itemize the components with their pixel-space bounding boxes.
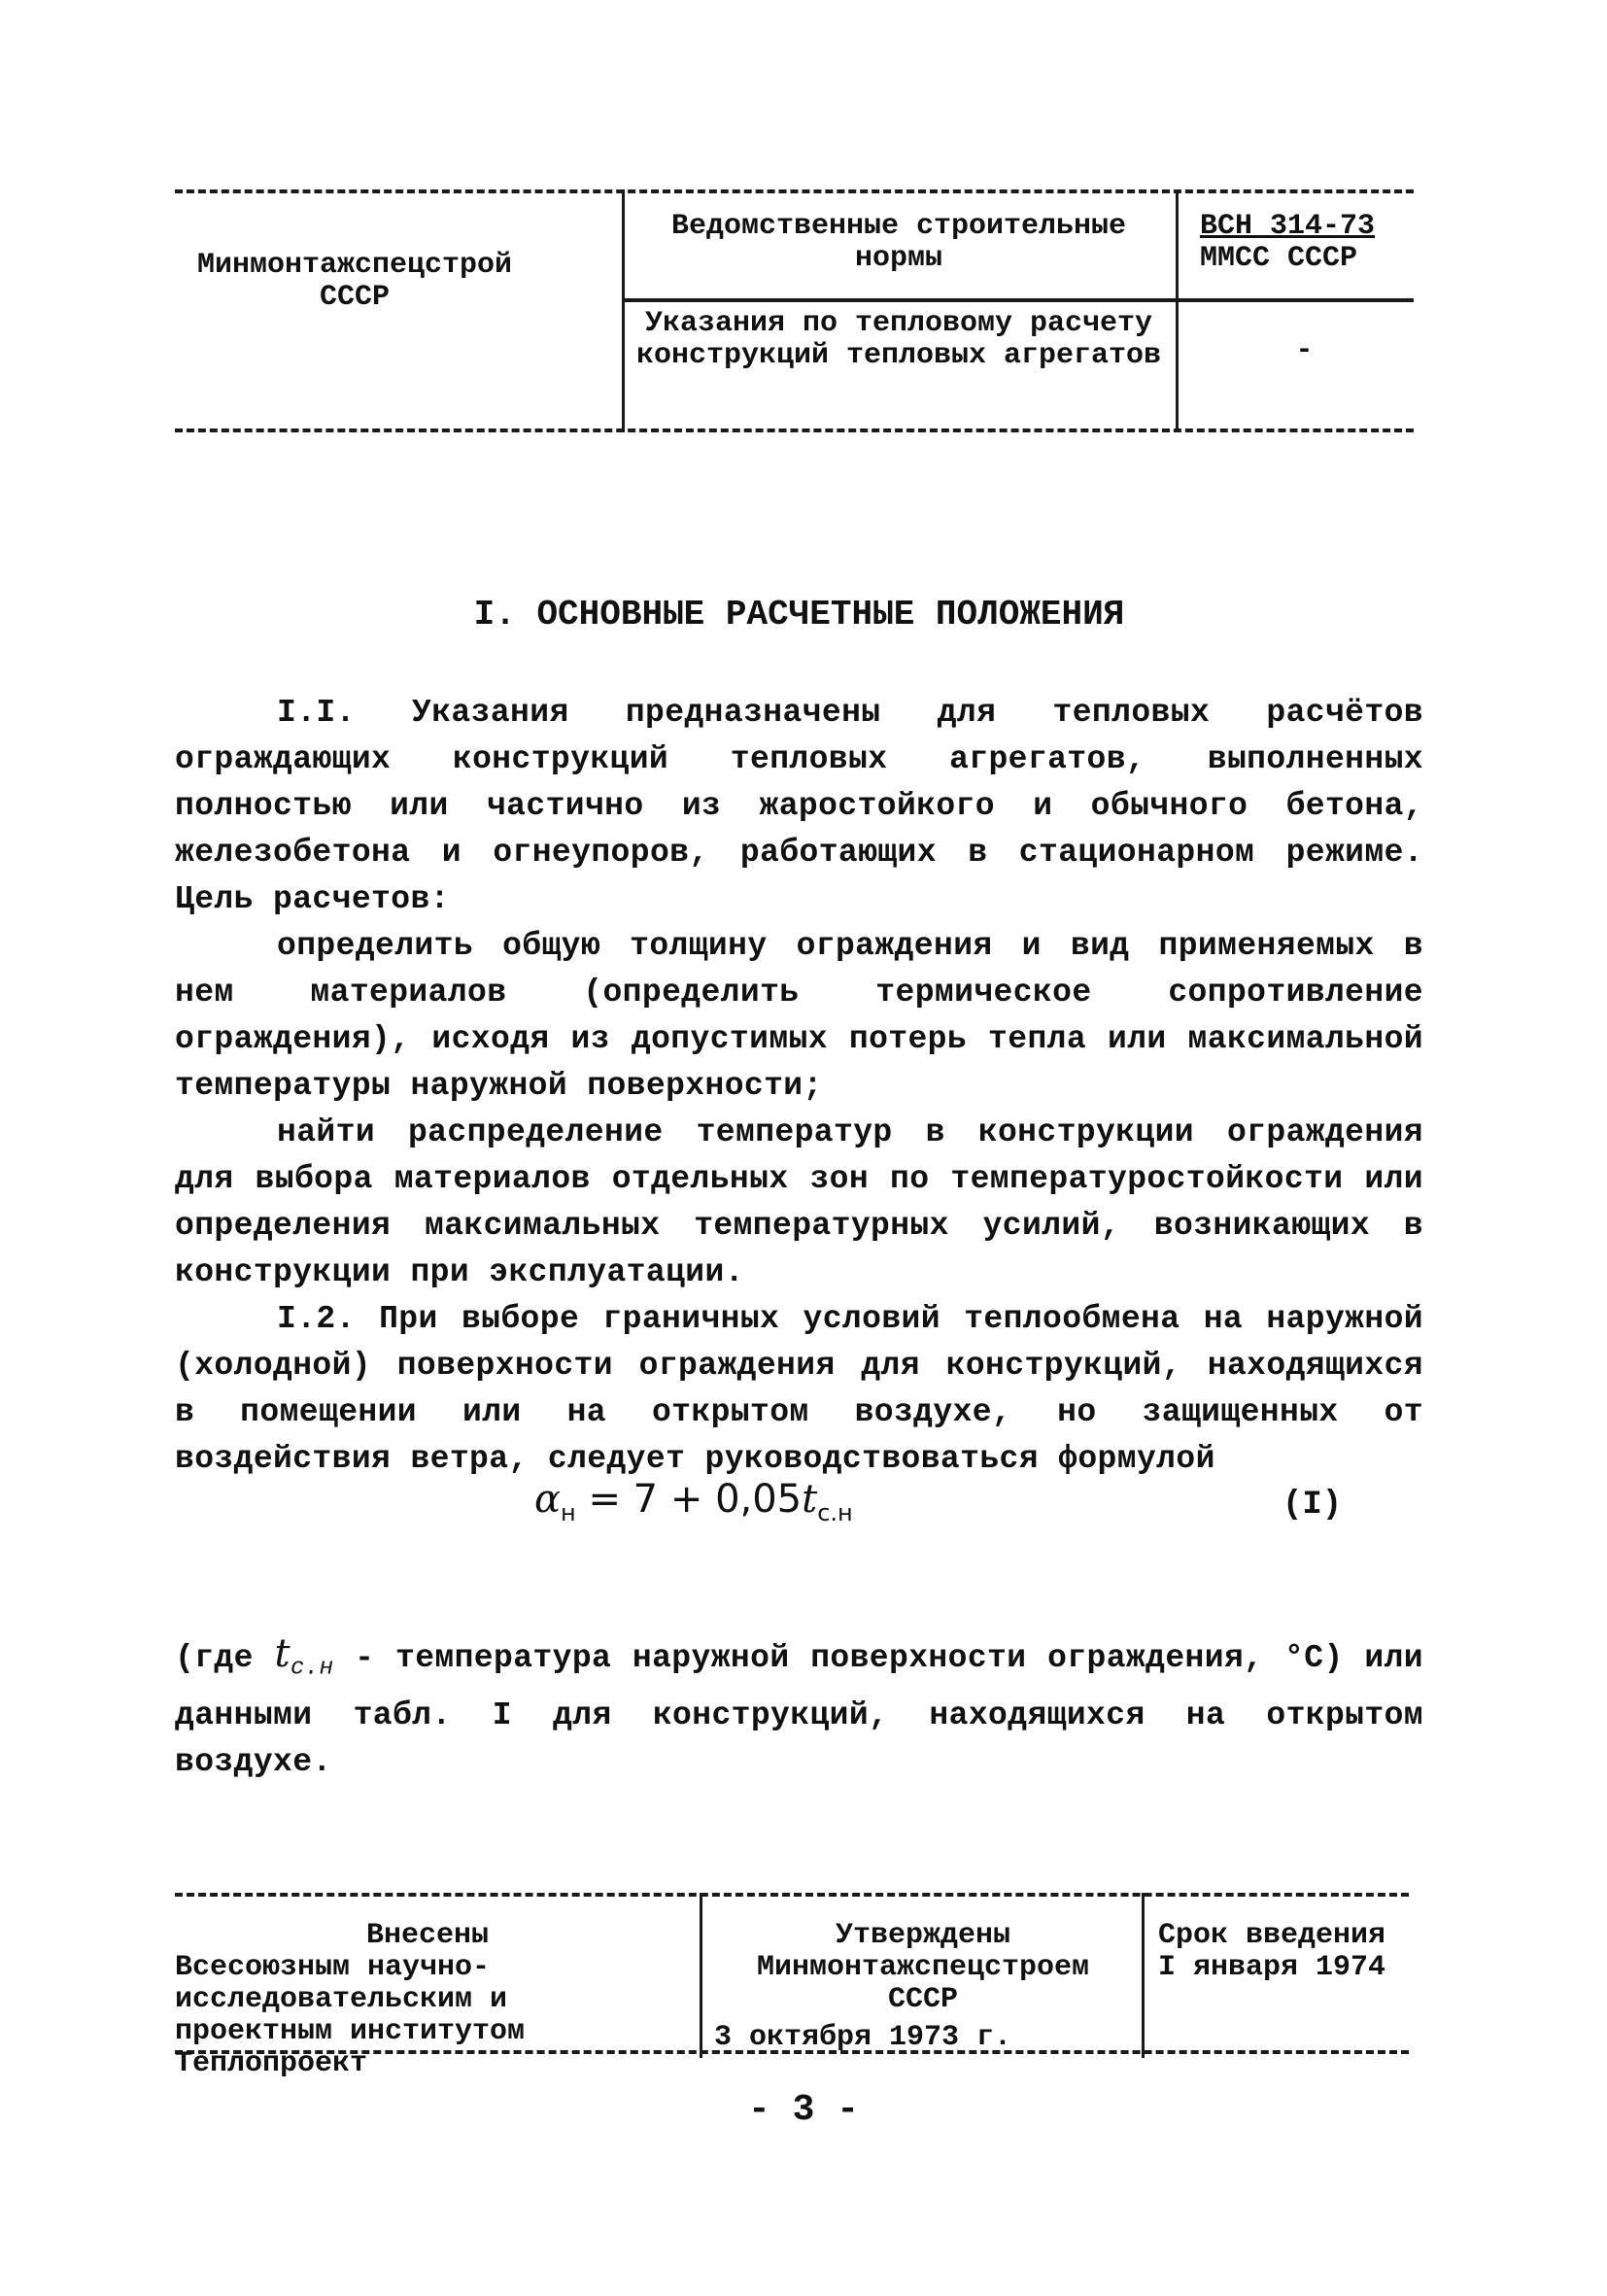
paragraph-1-2: I.2. При выборе граничных условий теплообмена на наружной (холодной) поверхности ограждения для конструкций, находящихся в помещении или на открытом воздухе, но защищенных от воздействия ветра, следует руководствоваться формулой — [175, 1301, 1423, 1477]
norm-type-text: Ведомственные строительные нормы — [670, 210, 1127, 275]
formula-explanation — [175, 1630, 1423, 1786]
norm-code-line2: ММСС СССР — [1200, 242, 1358, 275]
explanation-tail: или данными табл. I для конструкций, находящихся на открытом воздухе. — [175, 1640, 1423, 1780]
code-dash — [1200, 335, 1409, 367]
section-title-text: I. ОСНОВНЫЕ РАСЧЕТНЫЕ ПОЛОЖЕНИЯ — [473, 595, 1125, 634]
paragraph-1-1: I.I. Указания предназначены для тепловых расчётов ограждающих конструкций тепловых агрегатов, выполненных полностью или частично из жаростойкого и обычного бетона, железобетона и огнеупоров, работающих в стационарном режиме. Цель расчетов: — [175, 695, 1423, 917]
norm-code — [1200, 211, 1409, 275]
approved-cell — [714, 1920, 1132, 2054]
paragraph-goal-2: найти распределение температур в конструкции ограждения для выбора материалов отдельных зон по температуростойкости или определения максимальных температурных усилий, возникающих в конструкции при эксплуатации. — [175, 1114, 1423, 1290]
section-title — [175, 595, 1423, 634]
header-table — [175, 189, 1414, 432]
formula-number-text: (I) — [1282, 1487, 1343, 1524]
formula-1 — [534, 1477, 853, 1526]
norm-code-line1: ВСН 314-73 — [1200, 210, 1376, 243]
body-text — [175, 690, 1423, 1483]
page-number-text: - 3 - — [747, 2089, 860, 2131]
explanation-body: - температура наружной поверхности ограждения, — [355, 1640, 1264, 1676]
document-title-text: Указания по тепловому расчету конструкций тепловых агрегатов — [635, 307, 1162, 372]
formula-t: t — [802, 1477, 818, 1522]
footer-table — [175, 1893, 1409, 2080]
explanation-unit: °С) — [1284, 1640, 1344, 1676]
introduced-label: Внесены — [365, 1919, 490, 1952]
effective-label: Срок введения — [1158, 1919, 1386, 1952]
formula-alpha-sub: н — [561, 1499, 576, 1526]
document-title — [632, 308, 1166, 372]
norm-type — [632, 211, 1166, 275]
introduced-cell — [175, 1920, 680, 2080]
org-name — [194, 250, 515, 314]
explanation-lead: (где — [175, 1640, 254, 1676]
approved-label: Утверждены — [835, 1919, 1011, 1952]
code-dash-text: - — [1295, 334, 1314, 367]
introduced-by: Всесоюзным научно-исследовательским и проектным институтом Теплопроект — [175, 1951, 526, 2080]
formula-alpha: α — [534, 1477, 562, 1522]
org-name-text: Минмонтажспецстрой СССР — [196, 249, 513, 314]
approved-date: 3 октября 1973 г. — [714, 2021, 1012, 2054]
formula-number — [1282, 1487, 1342, 1524]
page-number — [0, 2089, 1607, 2131]
effective-cell — [1158, 1920, 1406, 1984]
explanation-t: t — [274, 1631, 291, 1676]
effective-date: I января 1974 — [1158, 1951, 1386, 1984]
explanation-t-sub: с.н — [291, 1655, 334, 1682]
formula-rhs: = 7 + 0,05 — [588, 1477, 803, 1522]
approved-by: Минмонтажспецстроем СССР — [756, 1951, 1090, 2016]
paragraph-goal-1: определить общую толщину ограждения и вид применяемых в нем материалов (определить термическое сопротивление ограждения), исходя из допустимых потерь тепла или максимальной температуры наружной поверхности; — [175, 928, 1423, 1104]
formula-t-sub: с.н — [817, 1499, 853, 1526]
